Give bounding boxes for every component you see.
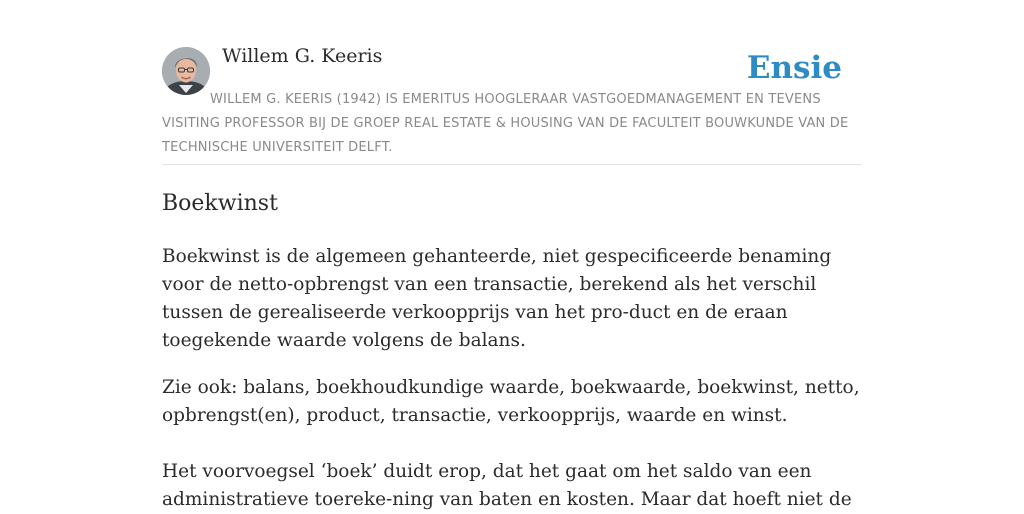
article-title: Boekwinst	[162, 191, 278, 216]
author-header	[162, 0, 862, 165]
article-paragraph-definition: Boekwinst is de algemeen gehanteerde, niet gespecificeerde benaming voor de netto-opbrengst van een transactie, berekend als het verschil tussen de gerealiseerde verkoopprijs van het pro-duct en de eraan toegekende waarde volgens de balans.	[162, 246, 832, 351]
page-container	[162, 0, 862, 514]
article-paragraph-explanation: Het voorvoegsel ‘boek’ duidt erop, dat het gaat om het saldo van een administratieve toereke-ning van baten en kosten. Maar dat hoeft niet de	[162, 461, 852, 510]
author-name[interactable]: Willem G. Keeris	[222, 45, 383, 67]
author-bio: WILLEM G. KEERIS (1942) IS EMERITUS HOOGLERAAR VASTGOEDMANAGEMENT EN TEVENS VISITING PROFESSOR BIJ DE GROEP REAL ESTATE & HOUSING VAN DE FACULTEIT BOUWKUNDE VAN DE TECHNISCHE UNIVERSITEIT DELFT.	[162, 92, 849, 155]
article-paragraph-see-also: Zie ook: balans, boekhoudkundige waarde, boekwaarde, boekwinst, netto, opbrengst(en), product, transactie, verkoopprijs, waarde en winst.	[162, 377, 860, 426]
ensie-logo[interactable]: Ensie	[746, 50, 842, 86]
